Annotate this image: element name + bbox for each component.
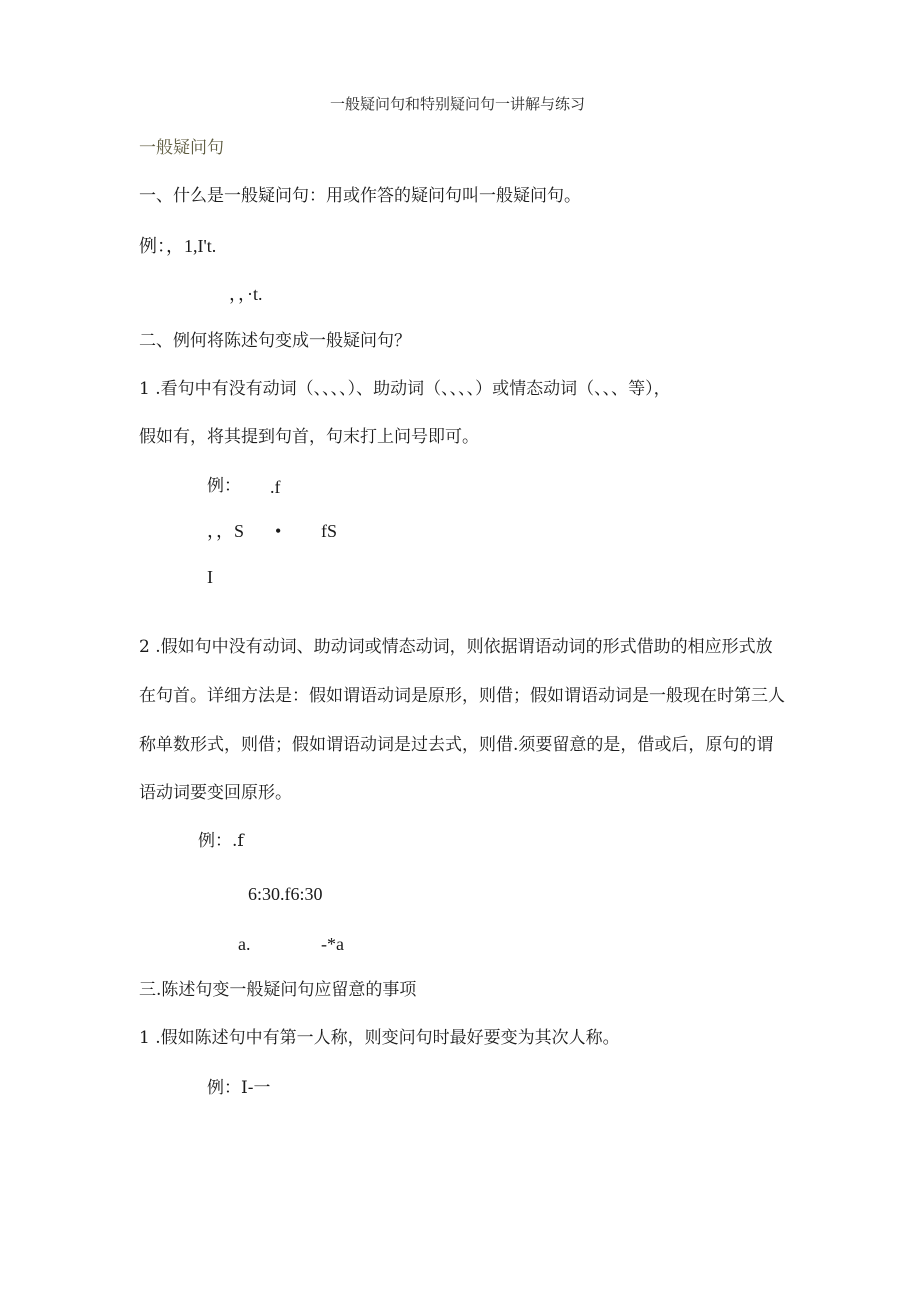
question-2-item-2-example-1: 例：.f	[198, 831, 244, 851]
question-1-text: 一、什么是一般疑问句：用或作答的疑问句叫一般疑问句。	[139, 186, 581, 206]
question-2-item-2-line-2: 在句首。详细方法是：假如谓语动词是原形，则借；假如谓语动词是一般现在时第三人	[139, 686, 785, 706]
question-2-item-1-line-2: 假如有，将其提到句首，句末打上问号即可。	[139, 427, 479, 447]
question-2-heading: 二、例何将陈述句变成一般疑问句？	[139, 331, 411, 351]
question-3-heading: 三.陈述句变一般疑问句应留意的事项	[139, 980, 417, 1000]
question-1-example-2: ，，·t.	[229, 284, 263, 304]
question-1-example-1: 例：，1,I't.	[139, 236, 217, 256]
question-2-item-2-example-2: 6:30.f6:30	[248, 884, 323, 904]
question-3-item-1: 1 .假如陈述句中有第一人称，则变问句时最好要变为其次人称。	[139, 1028, 620, 1048]
question-2-item-1-line-1: 1 .看句中有没有动词（、、、、）、助动词（、、、、）或情态动词（、、、等），	[139, 379, 671, 399]
question-2-item-1-example-2c: fS	[321, 521, 338, 541]
section-heading: 一般疑问句	[139, 138, 224, 158]
question-3-item-1-example: 例：I-一	[207, 1078, 271, 1098]
question-2-item-2-example-3b: -*a	[321, 934, 344, 954]
document-title: 一般疑问句和特别疑问句一讲解与练习	[330, 95, 586, 113]
question-2-item-1-example-text: .f	[270, 477, 281, 497]
question-2-item-2-line-3: 称单数形式，则借；假如谓语动词是过去式，则借.须要留意的是，借或后，原句的谓	[139, 735, 774, 755]
question-2-item-1-example-3: I	[207, 567, 213, 587]
question-2-item-2-line-4: 语动词要变回原形。	[139, 783, 292, 803]
question-2-item-2-example-3a: a.	[238, 934, 251, 954]
question-2-item-1-example-label: 例：	[207, 476, 241, 496]
question-2-item-1-example-2b: •	[275, 521, 282, 541]
question-2-item-1-example-2a: ，，S	[207, 521, 245, 541]
question-2-item-2-line-1: 2 .假如句中没有动词、助动词或情态动词，则依据谓语动词的形式借助的相应形式放	[139, 637, 773, 657]
